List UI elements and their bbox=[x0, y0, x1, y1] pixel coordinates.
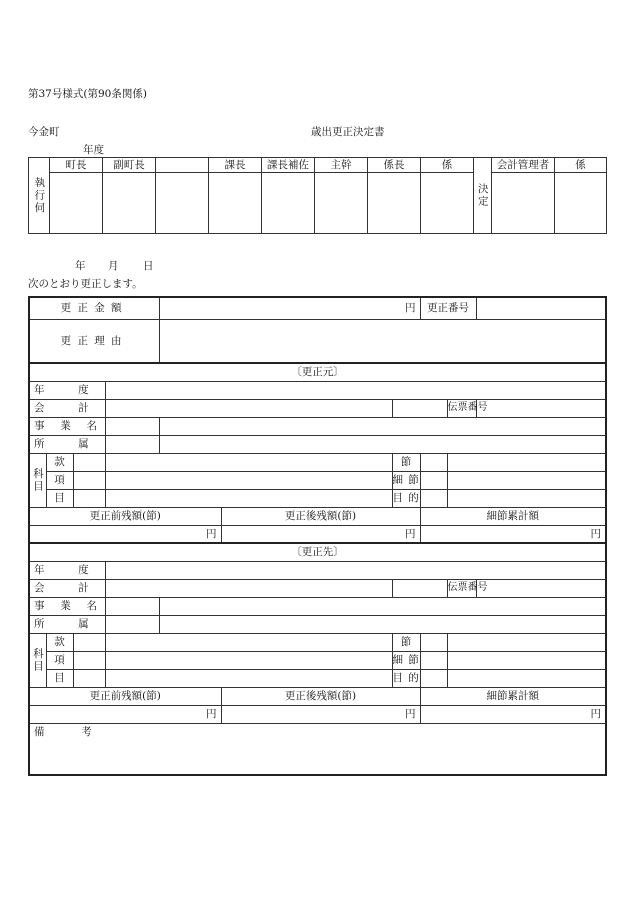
subject-label: 科目 bbox=[29, 633, 46, 687]
yen-unit: 円 bbox=[206, 527, 217, 540]
purpose-name-field[interactable] bbox=[447, 669, 606, 687]
correction-form bbox=[28, 296, 607, 776]
kan-name-field[interactable] bbox=[105, 633, 392, 651]
kan-label: 款 bbox=[46, 453, 73, 471]
department-name-field[interactable] bbox=[159, 615, 606, 633]
yen-unit: 円 bbox=[206, 707, 217, 720]
before-section-title: 〔更正元〕 bbox=[29, 363, 606, 381]
moku-label: 目 bbox=[46, 489, 73, 507]
voucher-number-label: 伝票番号 bbox=[447, 399, 476, 417]
account-code-field[interactable] bbox=[392, 399, 447, 417]
approval-header-subsection-chief: 係長 bbox=[368, 158, 421, 173]
approval-header-staff: 係 bbox=[421, 158, 474, 173]
stamp-box[interactable] bbox=[156, 173, 209, 234]
approval-header-deputy-mayor: 副町長 bbox=[103, 158, 156, 173]
account-label: 会計 bbox=[29, 579, 105, 597]
setsu-name-field[interactable] bbox=[447, 633, 606, 651]
amount-field[interactable] bbox=[159, 297, 420, 319]
fiscal-year-label: 年度 bbox=[83, 144, 104, 156]
saisetsu-name-field[interactable] bbox=[447, 651, 606, 669]
purpose-code-field[interactable] bbox=[420, 669, 447, 687]
balance-after-field[interactable] bbox=[221, 525, 420, 543]
project-label: 事業名 bbox=[29, 417, 105, 435]
balance-before-label: 更正前残額(節) bbox=[29, 507, 221, 525]
year-label: 年度 bbox=[29, 381, 105, 399]
balance-after-label: 更正後残額(節) bbox=[221, 687, 420, 705]
stamp-box[interactable] bbox=[315, 173, 368, 234]
approval-header-director: 主幹 bbox=[315, 158, 368, 173]
kou-name-field[interactable] bbox=[105, 471, 392, 489]
approval-header-accounting-staff: 係 bbox=[555, 158, 607, 173]
project-name-field[interactable] bbox=[159, 597, 606, 615]
purpose-name-field[interactable] bbox=[447, 489, 606, 507]
yen-unit: 円 bbox=[405, 707, 416, 720]
date-year-label: 年 bbox=[75, 260, 86, 272]
stamp-box[interactable] bbox=[50, 173, 103, 234]
balance-before-field[interactable] bbox=[29, 705, 221, 723]
kan-label: 款 bbox=[46, 633, 73, 651]
amount-label: 更正金額 bbox=[29, 297, 159, 319]
stamp-box[interactable] bbox=[555, 173, 607, 234]
document-title: 歳出更正決定書 bbox=[311, 126, 385, 138]
setsu-label: 節 bbox=[392, 633, 420, 651]
remarks-field[interactable] bbox=[29, 723, 606, 775]
project-name-field[interactable] bbox=[159, 417, 606, 435]
setsu-label: 節 bbox=[392, 453, 420, 471]
approval-table bbox=[28, 157, 607, 234]
kou-code-field[interactable] bbox=[73, 651, 105, 669]
stamp-box[interactable] bbox=[492, 173, 555, 234]
kou-name-field[interactable] bbox=[105, 651, 392, 669]
voucher-number-field[interactable] bbox=[476, 579, 606, 597]
correction-number-label: 更正番号 bbox=[420, 297, 476, 319]
approval-header-mayor: 町長 bbox=[50, 158, 103, 173]
reason-field[interactable] bbox=[159, 319, 606, 363]
kan-name-field[interactable] bbox=[105, 453, 392, 471]
yen-unit: 円 bbox=[405, 527, 416, 540]
intro-text: 次のとおり更正します。 bbox=[28, 278, 143, 290]
after-section-title: 〔更正先〕 bbox=[29, 543, 606, 561]
kou-code-field[interactable] bbox=[73, 471, 105, 489]
approval-header-section-chief: 課長 bbox=[209, 158, 262, 173]
approval-side-label: 執行伺 bbox=[29, 158, 50, 234]
date-month-label: 月 bbox=[108, 260, 119, 272]
date-day-label: 日 bbox=[143, 260, 154, 272]
purpose-label: 目的 bbox=[392, 669, 420, 687]
kan-code-field[interactable] bbox=[73, 453, 105, 471]
yen-unit: 円 bbox=[405, 302, 416, 314]
year-field[interactable] bbox=[105, 561, 606, 579]
stamp-box[interactable] bbox=[209, 173, 262, 234]
moku-code-field[interactable] bbox=[73, 669, 105, 687]
balance-after-field[interactable] bbox=[221, 705, 420, 723]
stamp-box[interactable] bbox=[262, 173, 315, 234]
department-label: 所属 bbox=[29, 435, 105, 453]
voucher-number-field[interactable] bbox=[476, 399, 606, 417]
approval-header-blank bbox=[156, 158, 209, 173]
approval-header-accounting-manager: 会計管理者 bbox=[492, 158, 555, 173]
moku-label: 目 bbox=[46, 669, 73, 687]
balance-before-label: 更正前残額(節) bbox=[29, 687, 221, 705]
cumulative-field[interactable] bbox=[420, 705, 606, 723]
year-field[interactable] bbox=[105, 381, 606, 399]
subject-label: 科目 bbox=[29, 453, 46, 507]
project-code-field[interactable] bbox=[105, 597, 159, 615]
project-code-field[interactable] bbox=[105, 417, 159, 435]
account-field[interactable] bbox=[105, 399, 392, 417]
decision-label: 決定 bbox=[474, 158, 492, 234]
moku-name-field[interactable] bbox=[105, 669, 392, 687]
saisetsu-label: 細節 bbox=[392, 471, 420, 489]
yen-unit: 円 bbox=[590, 707, 602, 720]
moku-name-field[interactable] bbox=[105, 489, 392, 507]
saisetsu-code-field[interactable] bbox=[420, 651, 447, 669]
setsu-name-field[interactable] bbox=[447, 453, 606, 471]
remarks-label: 備考 bbox=[34, 725, 129, 738]
setsu-code-field[interactable] bbox=[420, 453, 447, 471]
moku-code-field[interactable] bbox=[73, 489, 105, 507]
kan-code-field[interactable] bbox=[73, 633, 105, 651]
purpose-label: 目的 bbox=[392, 489, 420, 507]
correction-number-field[interactable] bbox=[476, 297, 606, 319]
stamp-box[interactable] bbox=[421, 173, 474, 234]
saisetsu-name-field[interactable] bbox=[447, 471, 606, 489]
department-name-field[interactable] bbox=[159, 435, 606, 453]
department-label: 所属 bbox=[29, 615, 105, 633]
balance-before-field[interactable] bbox=[29, 525, 221, 543]
saisetsu-code-field[interactable] bbox=[420, 471, 447, 489]
account-label: 会計 bbox=[29, 399, 105, 417]
yen-unit: 円 bbox=[590, 527, 602, 540]
setsu-code-field[interactable] bbox=[420, 633, 447, 651]
cumulative-field[interactable] bbox=[420, 525, 606, 543]
purpose-code-field[interactable] bbox=[420, 489, 447, 507]
balance-after-label: 更正後残額(節) bbox=[221, 507, 420, 525]
kou-label: 項 bbox=[46, 651, 73, 669]
stamp-box[interactable] bbox=[368, 173, 421, 234]
kou-label: 項 bbox=[46, 471, 73, 489]
voucher-number-label: 伝票番号 bbox=[447, 579, 476, 597]
municipality: 今金町 bbox=[28, 126, 60, 138]
year-label: 年度 bbox=[29, 561, 105, 579]
approval-header-assistant-chief: 課長補佐 bbox=[262, 158, 315, 173]
account-code-field[interactable] bbox=[392, 579, 447, 597]
form-number: 第37号様式(第90条関係) bbox=[28, 88, 147, 100]
account-field[interactable] bbox=[105, 579, 392, 597]
reason-label: 更正理由 bbox=[29, 319, 159, 363]
cumulative-label: 細節累計額 bbox=[420, 687, 606, 705]
saisetsu-label: 細節 bbox=[392, 651, 420, 669]
cumulative-label: 細節累計額 bbox=[420, 507, 606, 525]
stamp-box[interactable] bbox=[103, 173, 156, 234]
project-label: 事業名 bbox=[29, 597, 105, 615]
